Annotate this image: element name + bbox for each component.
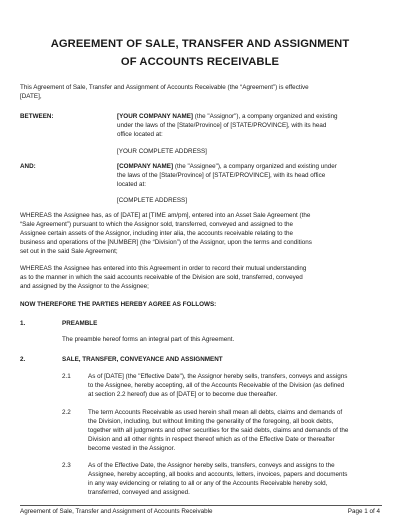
- footer-divider: [20, 505, 382, 506]
- and-label: AND:: [20, 163, 36, 170]
- assignor-address: [YOUR COMPLETE ADDRESS]: [117, 148, 207, 155]
- and-line-3: located at:: [117, 181, 147, 188]
- clause-2-3-line-1: As of the Effective Date, the Assignor hereby sells, transfers, conveys and assigns to the: [88, 462, 335, 469]
- whereas-2-line-3: and assigned by the Assignor to the Assignee;: [20, 283, 149, 290]
- whereas-1-line-2: “Sale Agreement”) pursuant to which the Assignor sold, transferred, conveyed and assigned to the: [20, 221, 294, 228]
- between-line-1-rest: (the "Assignor"), a company organized and existing: [193, 113, 338, 120]
- clause-2-2-line-4: Division and all other rights in respect thereof which as of the Effective Date or thereafter: [88, 436, 335, 443]
- intro-line-2: [DATE],: [20, 93, 42, 100]
- section-1-text: The preamble hereof forms an integral part of this Agreement.: [62, 336, 235, 343]
- document-title-line-1: AGREEMENT OF SALE, TRANSFER AND ASSIGNMENT: [50, 38, 350, 50]
- clause-2-2-line-5: become vested in the Assignor.: [88, 445, 176, 452]
- footer-page-number: Page 1 of 4: [347, 508, 380, 515]
- assignor-name: [YOUR COMPANY NAME]: [117, 113, 194, 120]
- clause-2-3-number: 2.3: [62, 462, 71, 469]
- clause-2-2-line-2: the Division, including, but without limiting the generality of the foregoing, all book debts,: [88, 418, 334, 425]
- now-therefore-heading: NOW THEREFORE THE PARTIES HEREBY AGREE AS FOLLOWS:: [20, 301, 217, 308]
- section-1-number: 1.: [20, 320, 26, 327]
- assignee-address: [COMPLETE ADDRESS]: [117, 197, 187, 204]
- whereas-2-line-1: WHEREAS the Assignee has entered into this Agreement in order to record their mutual understanding: [20, 265, 307, 272]
- clause-2-2-line-3: together with all judgments and other securities for the said debts, claims and demands of the: [88, 427, 349, 434]
- clause-2-3-line-2: Assignee, hereby accepting, all books and accounts, letters, invoices, papers and documents: [88, 471, 348, 478]
- whereas-2-line-2: as to the manner in which the said accounts receivable of the Division are sold, transferred, conveyed: [20, 274, 303, 281]
- clause-2-1-line-1: As of [DATE] (the "Effective Date"), the Assignor hereby sells, transfers, conveys and assigns: [88, 373, 348, 380]
- clause-2-3-line-3: in any way evidencing or relating to all or any of the Accounts Receivable hereby sold,: [88, 480, 328, 487]
- clause-2-1-line-3: at section 2.2 hereof) due as of [DATE] or to become due thereafter.: [88, 391, 278, 398]
- clause-2-2-line-1: The term Accounts Receivable as used herein shall mean all debts, claims and demands of: [88, 409, 343, 416]
- between-line-3: office located at:: [117, 131, 163, 138]
- whereas-1-line-1: WHEREAS the Assignee has, as of [DATE] at [TIME am/pm], entered into an Asset Sale Agreement (the: [20, 212, 311, 219]
- intro-line-1: This Agreement of Sale, Transfer and Assignment of Accounts Receivable (the “Agreement”) is effective: [20, 84, 309, 91]
- section-2-heading: SALE, TRANSFER, CONVEYANCE AND ASSIGNMENT: [62, 356, 223, 363]
- clause-2-1-number: 2.1: [62, 373, 71, 380]
- clause-2-2-number: 2.2: [62, 409, 71, 416]
- and-line-2: the laws of the [State/Province] of [STATE/PROVINCE], with its head office: [117, 172, 326, 179]
- whereas-1-line-3: Assignee certain assets of the Assignor, including inter alia, the accounts receivable relating to the: [20, 230, 294, 237]
- clause-2-1-line-2: to the Assignee, hereby accepting, all of the Accounts Receivable of the Division (as defined: [88, 382, 345, 389]
- assignee-name: [COMPANY NAME]: [117, 163, 174, 170]
- and-line-1-rest: (the "Assignee"), a company organized and existing under: [173, 163, 337, 170]
- whereas-1-line-5: set out in the said Sale Agreement;: [20, 248, 118, 255]
- section-1-heading: PREAMBLE: [62, 320, 98, 327]
- between-line-2: under the laws of the [State/Province] of [STATE/PROVINCE], with its head: [117, 122, 327, 129]
- and-line-1: [117, 163, 337, 172]
- whereas-1-line-4: business and operations of the [NUMBER] (the “Division”) of the Assignor, upon the terms and conditions: [20, 239, 312, 246]
- between-line-1: [117, 113, 338, 122]
- section-2-number: 2.: [20, 356, 26, 363]
- footer-document-title: Agreement of Sale, Transfer and Assignment of Accounts Receivable: [20, 508, 213, 515]
- document-title-line-2: OF ACCOUNTS RECEIVABLE: [120, 56, 280, 68]
- clause-2-3-line-4: transferred, conveyed and assigned.: [88, 489, 190, 496]
- between-label: BETWEEN:: [20, 113, 54, 120]
